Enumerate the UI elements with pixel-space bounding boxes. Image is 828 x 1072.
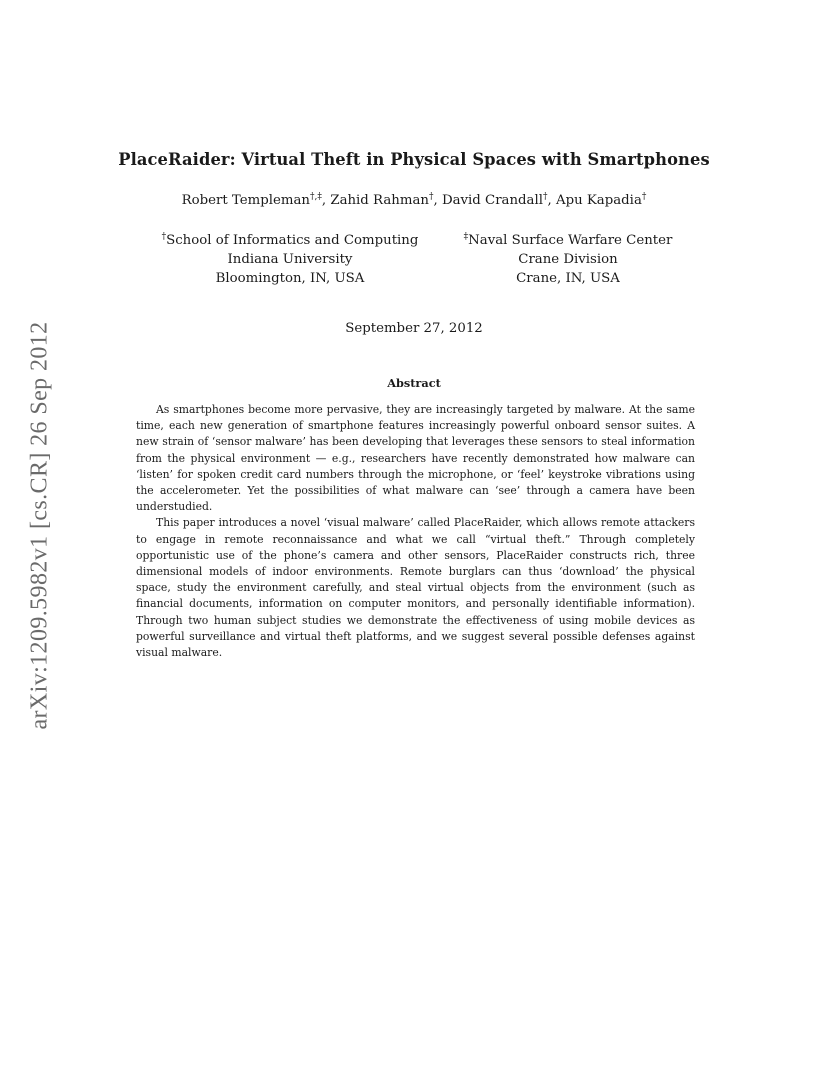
author-affiliation-mark: † bbox=[428, 192, 434, 202]
publication-date: September 27, 2012 bbox=[345, 321, 483, 336]
affiliation-indiana bbox=[140, 231, 440, 288]
author-affiliation-mark: † bbox=[641, 192, 647, 202]
arxiv-identifier-stamp bbox=[18, 295, 62, 755]
affiliation-line: Crane, IN, USA bbox=[516, 271, 620, 286]
arxiv-identifier-text: arXiv:1209.5982v1 [cs.CR] 26 Sep 2012 bbox=[26, 320, 53, 730]
abstract-paragraph: As smartphones become more pervasive, they are increasingly targeted by malware. At the same time, each new generation of smartphone features increasingly powerful onboard sensor suites. A new strain of ‘sensor malware’ has been developing that leverages these sensors to steal information from the physical environment — e.g., researchers have recently demonstrated how malware can ‘listen’ for spoken credit card numbers through the microphone, or ‘feel’ keystroke vibrations using the accelerometer. Yet the possibilities of what malware can ‘see’ through a camera have been understudied. bbox=[136, 403, 695, 514]
author-name: Robert Templeman bbox=[181, 193, 310, 208]
abstract-heading: Abstract bbox=[387, 376, 441, 390]
affiliation-line: †School of Informatics and Computing bbox=[161, 232, 419, 248]
affiliation-mark: ‡ bbox=[463, 232, 469, 242]
author-name: David Crandall bbox=[441, 193, 543, 208]
author-list: Robert Templeman†,‡, Zahid Rahman†, David Crandall†, Apu Kapadia† bbox=[181, 192, 647, 208]
author-name: Apu Kapadia bbox=[555, 193, 642, 208]
abstract-body bbox=[136, 402, 695, 661]
abstract-paragraph: This paper introduces a novel ‘visual malware’ called PlaceRaider, which allows remote attackers to engage in remote reconnaissance and what we call “virtual theft.” Through completely opportunistic use of the phone’s camera and other sensors, PlaceRaider constructs rich, three dimensional models of indoor environments. Remote burglars can thus ‘download’ the physical space, study the environment carefully, and steal virtual objects from the environment (such as financial documents, information on computer monitors, and personally identifiable information). Through two human subject studies we demonstrate the effectiveness of using mobile devices as powerful surveillance and virtual theft platforms, and we suggest several possible defenses against visual malware. bbox=[136, 516, 695, 660]
affiliation-line: Indiana University bbox=[227, 252, 353, 267]
affiliation-line: Crane Division bbox=[518, 252, 618, 267]
author-affiliation-mark: † bbox=[543, 192, 548, 202]
affiliation-line: ‡Naval Surface Warfare Center bbox=[463, 232, 673, 248]
affiliation-mark: † bbox=[161, 232, 167, 242]
affiliation-naval bbox=[448, 231, 688, 288]
author-name: Zahid Rahman bbox=[330, 193, 429, 208]
author-affiliation-mark: †,‡ bbox=[309, 192, 322, 202]
affiliation-line: Bloomington, IN, USA bbox=[215, 271, 365, 286]
paper-title: PlaceRaider: Virtual Theft in Physical Spaces with Smartphones bbox=[118, 150, 710, 169]
